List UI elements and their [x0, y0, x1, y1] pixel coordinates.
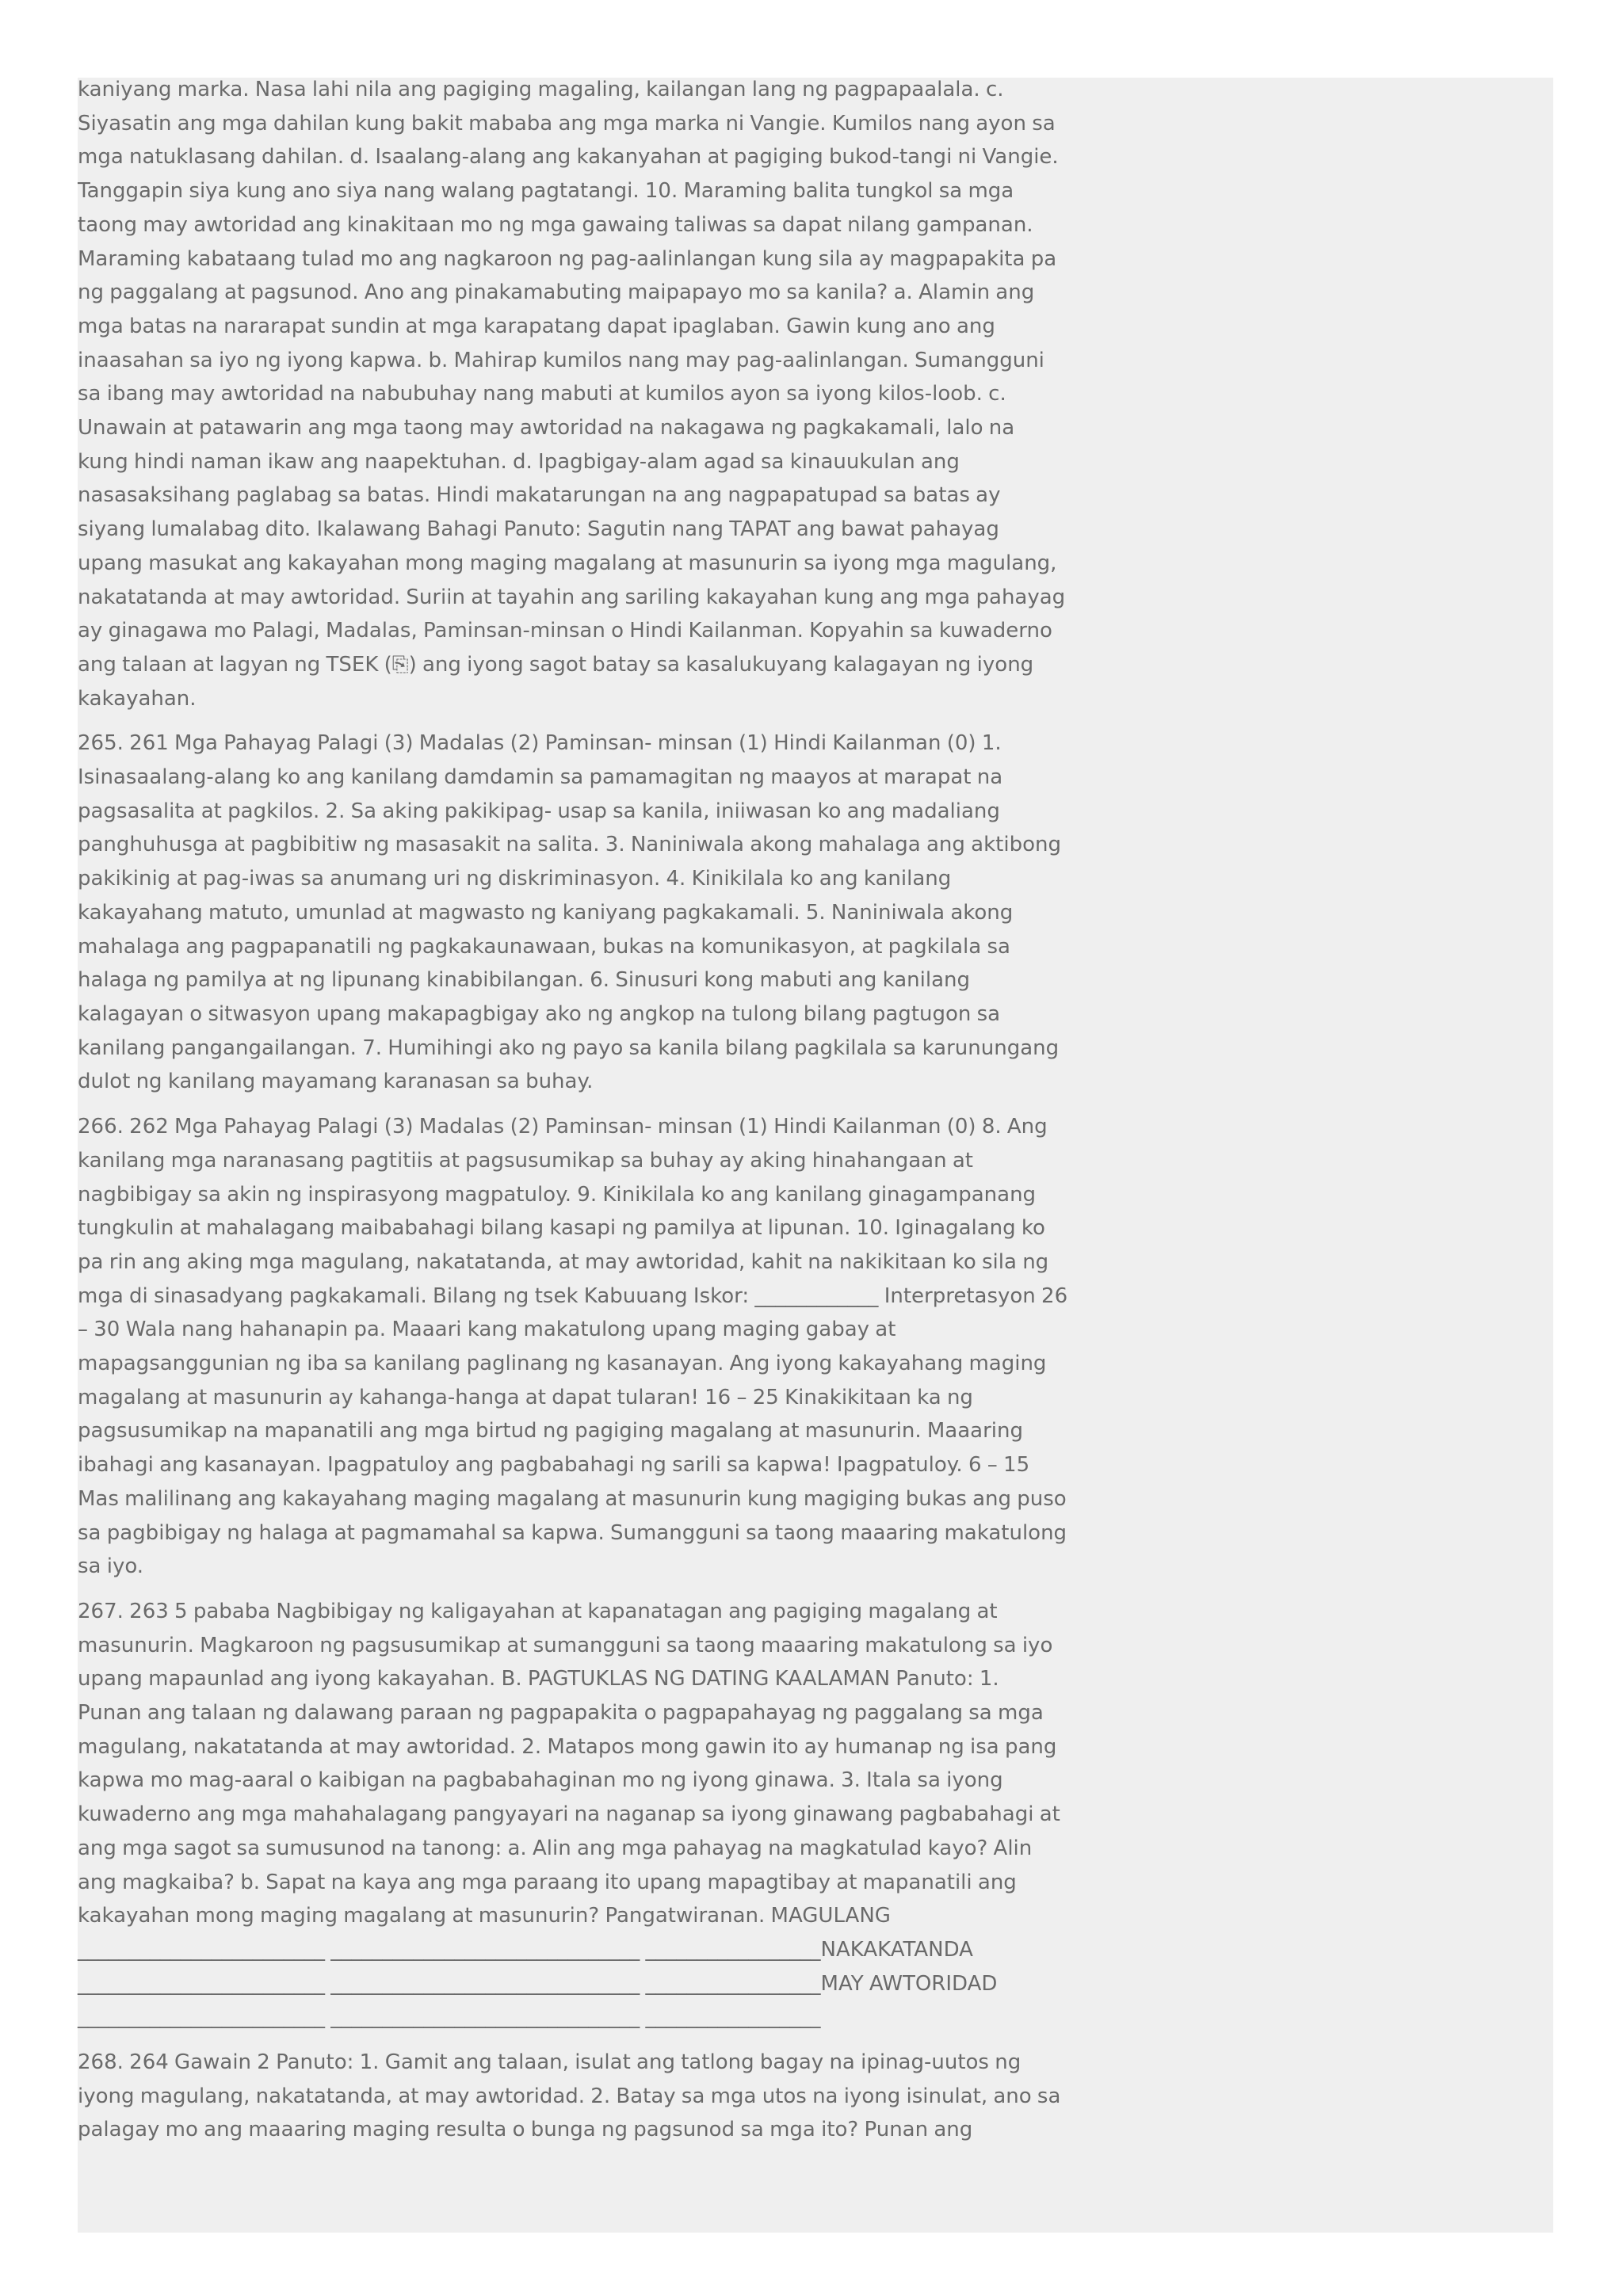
paragraph-5: 268. 264 Gawain 2 Panuto: 1. Gamit ang talaan, isulat ang tatlong bagay na ipinag-uutos ng iyong magulang, nakatatanda, at may awtoridad. 2. Batay sa mga utos na iyong isinulat, ano sa palagay mo ang maaaring maging resulta o bunga ng pagsunod sa mga ito? Punan ang [78, 2050, 1061, 2142]
paragraph-2: 265. 261 Mga Pahayag Palagi (3) Madalas (2) Paminsan- minsan (1) Hindi Kailanman (0) 1. Isinasaalang-alang ko ang kanilang damdamin sa pamamagitan ng maayos at marapat na pagsasalita at pagkilos. 2. Sa aking pakikipag- usap sa kanila, iniiwasan ko ang madaliang panghuhusga at pagbibitiw ng masasakit na salita. 3. Naniniwala akong mahalaga ang aktibong pakikinig at pag-iwas sa anumang uri ng diskriminasyon. 4. Kinikilala ko ang kanilang kakayahang matuto, umunlad at magwasto ng kaniyang pagkakamali. 5. Naniniwala akong mahalaga ang pagpapanatili ng pagkakaunawaan, bukas na komunikasyon, at pagkilala sa halaga ng pamilya at ng lipunang kinabibilangan. 6. Sinusuri kong mabuti ang kanilang kalagayan o sitwasyon upang makapagbigay ako ng angkop na tulong bilang pagtugon sa kanilang pangangailangan. 7. Humihingi ako ng payo sa kanila bilang pagkilala sa karunungang dulot ng kanilang mayamang karanasan sa buhay. [78, 731, 1061, 1094]
paragraph-4: 267. 263 5 pababa Nagbibigay ng kaligayahan at kapanatagan ang pagiging magalang at masunurin. Magkaroon ng pagsusumikap at sumangguni sa taong maaaring makatulong sa iyo upang mapaunlad ang iyong kakayahan. B. PAGTUKLAS NG DATING KAALAMAN Panuto: 1. Punan ang talaan ng dalawang paraan ng pagpapakita o pagpapahayag ng paggalang sa mga magulang, nakatatanda at may awtoridad. 2. Matapos mong gawin ito ay humanap ng isa pang kapwa mo mag-aaral o kaibigan na pagbabahaginan mo ng iyong ginawa. 3. Itala sa iyong kuwaderno ang mga mahahalagang pangyayari na naganap sa iyong ginawang pagbabahagi at ang mga sagot sa sumusunod na tanong: a. Alin ang mga pahayag na magkatulad kayo? Alin ang magkaiba? b. Sapat na kaya ang mga paraang ito upang mapagtibay at mapanatili ang kakayahan mong maging magalang at masunurin? Pangatwiranan. MAGULANG ________________________ ______________________________ _________________NAKAKATANDA ________________________ ______________________________ _________________MAY AWTORIDAD ________________________ ______________________________ _________________ [78, 1599, 1060, 2030]
paragraph-3: 266. 262 Mga Pahayag Palagi (3) Madalas (2) Paminsan- minsan (1) Hindi Kailanman (0) 8. Ang kanilang mga naranasang pagtitiis at pagsusumikap sa buhay ay aking hinahangaan at nagbibigay sa akin ng inspirasyong magpatuloy. 9. Kinikilala ko ang kanilang ginagampanang tungkulin at mahalagang maibabahagi bilang kasapi ng pamilya at lipunan. 10. Iginagalang ko pa rin ang aking mga magulang, nakatatanda, at may awtoridad, kahit na nakikitaan ko sila ng mga di sinasadyang pagkakamali. Bilang ng tsek Kabuuang Iskor: ____________ Interpretasyon 26 – 30 Wala nang hahanapin pa. Maaari kang makatulong upang maging gabay at mapagsanggunian ng iba sa kanilang paglinang ng kasanayan. Ang iyong kakayahang maging magalang at masunurin ay kahanga-hanga at dapat tularan! 16 – 25 Kinakikitaan ka ng pagsusumikap na mapanatili ang mga birtud ng pagiging magalang at masunurin. Maaaring ibahagi ang kasanayan. Ipagpatuloy ang pagbabahagi ng sarili sa kapwa! Ipagpatuloy. 6 – 15 Mas malilinang ang kakayahang maging magalang at masunurin kung magiging bukas ang puso sa pagbibigay ng halaga at pagmamahal sa kapwa. Sumangguni sa taong maaaring makatulong sa iyo. [78, 1115, 1068, 1579]
document-text [78, 73, 1068, 2158]
paragraph-1: kaniyang marka. Nasa lahi nila ang pagiging magaling, kailangan lang ng pagpapaalala. c. Siyasatin ang mga dahilan kung bakit mababa ang mga marka ni Vangie. Kumilos nang ayon sa mga natuklasang dahilan. d. Isaalang-alang ang kakanyahan at pagiging bukod-tangi ni Vangie. Tanggapin siya kung ano siya nang walang pagtatangi. 10. Maraming balita tungkol sa mga taong may awtoridad ang kinakitaan mo ng mga gawaing taliwas sa dapat nilang gampanan. Maraming kabataang tulad mo ang nagkaroon ng pag-aalinlangan kung sila ay magpapakita pa ng paggalang at pagsunod. Ano ang pinakamabuting maipapayo mo sa kanila? a. Alamin ang mga batas na nararapat sundin at mga karapatang dapat ipaglaban. Gawin kung ano ang inaasahan sa iyo ng iyong kapwa. b. Mahirap kumilos nang may pag-aalinlangan. Sumangguni sa ibang may awtoridad na nabubuhay nang mabuti at kumilos ayon sa iyong kilos-loob. c. Unawain at patawarin ang mga taong may awtoridad na nakagawa ng pagkakamali, lalo na kung hindi naman ikaw ang naapektuhan. d. Ipagbigay-alam agad sa kinauukulan ang nasasaksihang paglabag sa batas. Hindi makatarungan na ang nagpapatupad sa batas ay siyang lumalabag dito. Ikalawang Bahagi Panuto: Sagutin nang TAPAT ang bawat pahayag upang masukat ang kakayahan mong maging magalang at masunurin sa iyong mga magulang, nakatatanda at may awtoridad. Suriin at tayahin ang sariling kakayahan kung ang mga pahayag ay ginagawa mo Palagi, Madalas, Paminsan-minsan o Hindi Kailanman. Kopyahin sa kuwaderno ang talaan at lagyan ng TSEK (⎘) ang iyong sagot batay sa kasalukuyang kalagayan ng iyong kakayahan. [78, 78, 1066, 711]
